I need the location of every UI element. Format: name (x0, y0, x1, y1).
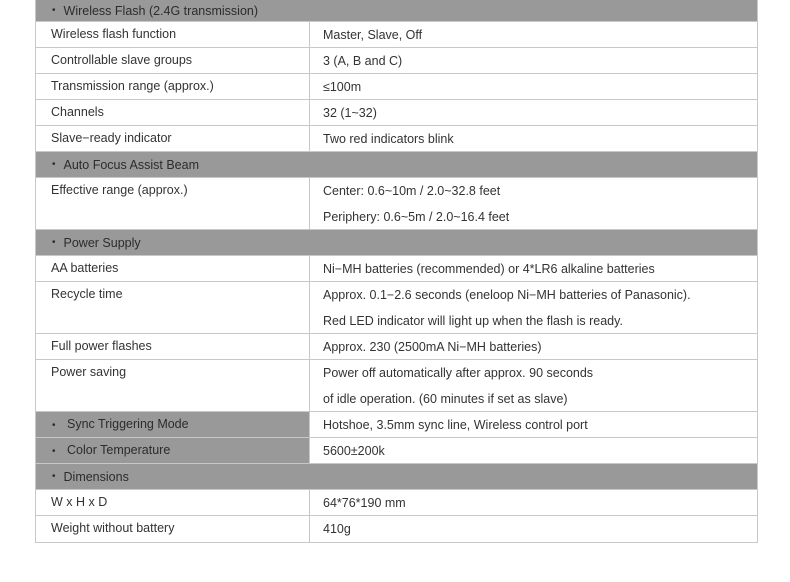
section-header-wireless-flash (36, 0, 757, 22)
spec-label: W x H x D (36, 490, 310, 515)
section-title: Color Temperature (67, 443, 171, 457)
spec-value-line: Ni−MH batteries (recommended) or 4*LR6 alkaline batteries (323, 262, 655, 276)
spec-value-line: of idle operation. (60 minutes if set as slave) (323, 392, 568, 406)
spec-value-line: Center: 0.6~10m / 2.0~32.8 feet (323, 184, 501, 198)
spec-label: Effective range (approx.) (36, 178, 310, 229)
spec-value-line: Approx. 0.1−2.6 seconds (eneloop Ni−MH batteries of Panasonic). (323, 288, 691, 302)
spec-value-line: Periphery: 0.6~5m / 2.0~16.4 feet (323, 210, 510, 224)
spec-label: Recycle time (36, 282, 310, 333)
spec-value-line: Approx. 230 (2500mA Ni−MH batteries) (323, 340, 542, 354)
spec-label: Controllable slave groups (36, 48, 310, 73)
table-row (36, 100, 757, 126)
table-row (36, 126, 757, 152)
spec-label: Weight without battery (36, 516, 310, 542)
spec-value (310, 178, 757, 229)
spec-value (310, 282, 757, 333)
spec-value (310, 126, 757, 151)
spec-value (310, 22, 757, 47)
section-header-dimensions (36, 464, 757, 490)
section-label-sync-triggering-mode (36, 412, 310, 437)
spec-value (310, 516, 757, 542)
section-title: Wireless Flash (2.4G transmission) (63, 3, 259, 18)
table-row (36, 490, 757, 516)
spec-value-line: Hotshoe, 3.5mm sync line, Wireless control port (323, 418, 588, 432)
spec-label: Wireless flash function (36, 22, 310, 47)
spec-value-line: 3 (A, B and C) (323, 54, 403, 68)
bullet-icon: • (52, 5, 56, 16)
section-title: Auto Focus Assist Beam (63, 157, 199, 172)
table-row-sync-triggering-mode (36, 412, 757, 438)
bullet-icon: • (52, 237, 56, 248)
table-row (36, 334, 757, 360)
spec-value (310, 74, 757, 99)
table-row (36, 22, 757, 48)
bullet-icon: • (52, 446, 56, 457)
bullet-icon: • (52, 420, 56, 431)
section-header-power-supply (36, 230, 757, 256)
spec-value-line: 32 (1~32) (323, 106, 377, 120)
bullet-icon: • (52, 471, 56, 482)
table-row (36, 256, 757, 282)
spec-value-line: ≤100m (323, 80, 362, 94)
table-row (36, 282, 757, 334)
table-row (36, 516, 757, 542)
section-title: Dimensions (63, 469, 129, 484)
spec-label: Power saving (36, 360, 310, 411)
spec-value-line: Red LED indicator will light up when the flash is ready. (323, 314, 623, 328)
table-row (36, 48, 757, 74)
section-title: Sync Triggering Mode (67, 417, 189, 431)
section-header-af-assist-beam (36, 152, 757, 178)
spec-value-line: 410g (323, 522, 351, 536)
spec-value (310, 48, 757, 73)
spec-value-line: Two red indicators blink (323, 132, 454, 146)
table-row (36, 360, 757, 412)
spec-value (310, 360, 757, 411)
table-row (36, 74, 757, 100)
spec-label: Slave−ready indicator (36, 126, 310, 151)
spec-value (310, 438, 757, 463)
table-row-color-temperature (36, 438, 757, 464)
spec-value (310, 412, 757, 437)
spec-table (35, 0, 758, 543)
bullet-icon: • (52, 159, 56, 170)
spec-value (310, 100, 757, 125)
spec-label: Transmission range (approx.) (36, 74, 310, 99)
spec-value (310, 334, 757, 359)
spec-value-line: Power off automatically after approx. 90 seconds (323, 366, 594, 380)
spec-value-line: 64*76*190 mm (323, 496, 406, 510)
spec-value-line: Master, Slave, Off (323, 28, 423, 42)
table-row (36, 178, 757, 230)
section-label-color-temperature (36, 438, 310, 463)
spec-value (310, 490, 757, 515)
spec-label: Channels (36, 100, 310, 125)
spec-value (310, 256, 757, 281)
spec-value-line: 5600±200k (323, 444, 385, 458)
spec-label: Full power flashes (36, 334, 310, 359)
spec-label: AA batteries (36, 256, 310, 281)
section-title: Power Supply (63, 235, 141, 250)
